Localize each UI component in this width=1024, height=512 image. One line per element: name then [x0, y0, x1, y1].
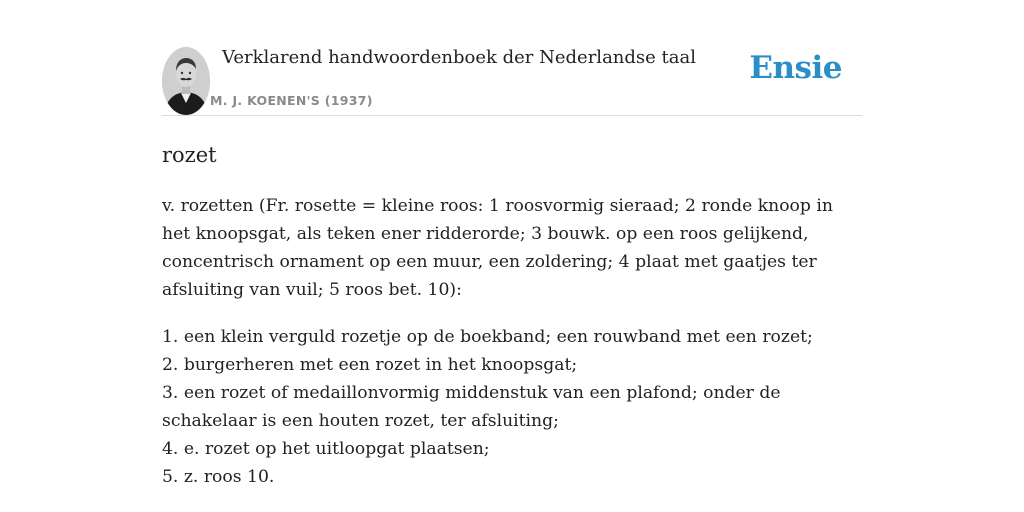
example-item: 5. z. roos 10. [162, 467, 275, 487]
example-item: 2. burgerheren met een rozet in het knoopsgat; [162, 355, 578, 375]
ensie-logo-link[interactable]: Ensie [749, 50, 842, 86]
page-header [162, 45, 862, 116]
entry-headword: rozet [162, 143, 217, 167]
entry-definition: v. rozetten (Fr. rosette = kleine roos: 1 roosvormig sieraad; 2 ronde knoop in het knoopsgat, als teken ener ridderorde; 3 bouwk. op een roos gelijkend, concentrisch ornament op een muur, een zoldering; 4 plaat met gaatjes ter afsluiting van vuil; 5 roos bet. 10): [162, 196, 833, 300]
example-item: 1. een klein verguld rozetje op de boekband; een rouwband met een rozet; [162, 327, 813, 347]
book-subtitle: M. J. KOENEN'S (1937) [210, 93, 373, 108]
entry-examples [162, 323, 862, 491]
dictionary-entry [162, 140, 862, 491]
author-portrait-icon [162, 47, 210, 115]
example-item: 4. e. rozet op het uitloopgat plaatsen; [162, 439, 490, 459]
author-portrait [162, 47, 210, 115]
example-item: 3. een rozet of medaillonvormig middenstuk van een plafond; onder de schakelaar is een houten rozet, ter afsluiting; [162, 383, 781, 431]
book-title: Verklarend handwoordenboek der Nederlandse taal [222, 47, 696, 68]
